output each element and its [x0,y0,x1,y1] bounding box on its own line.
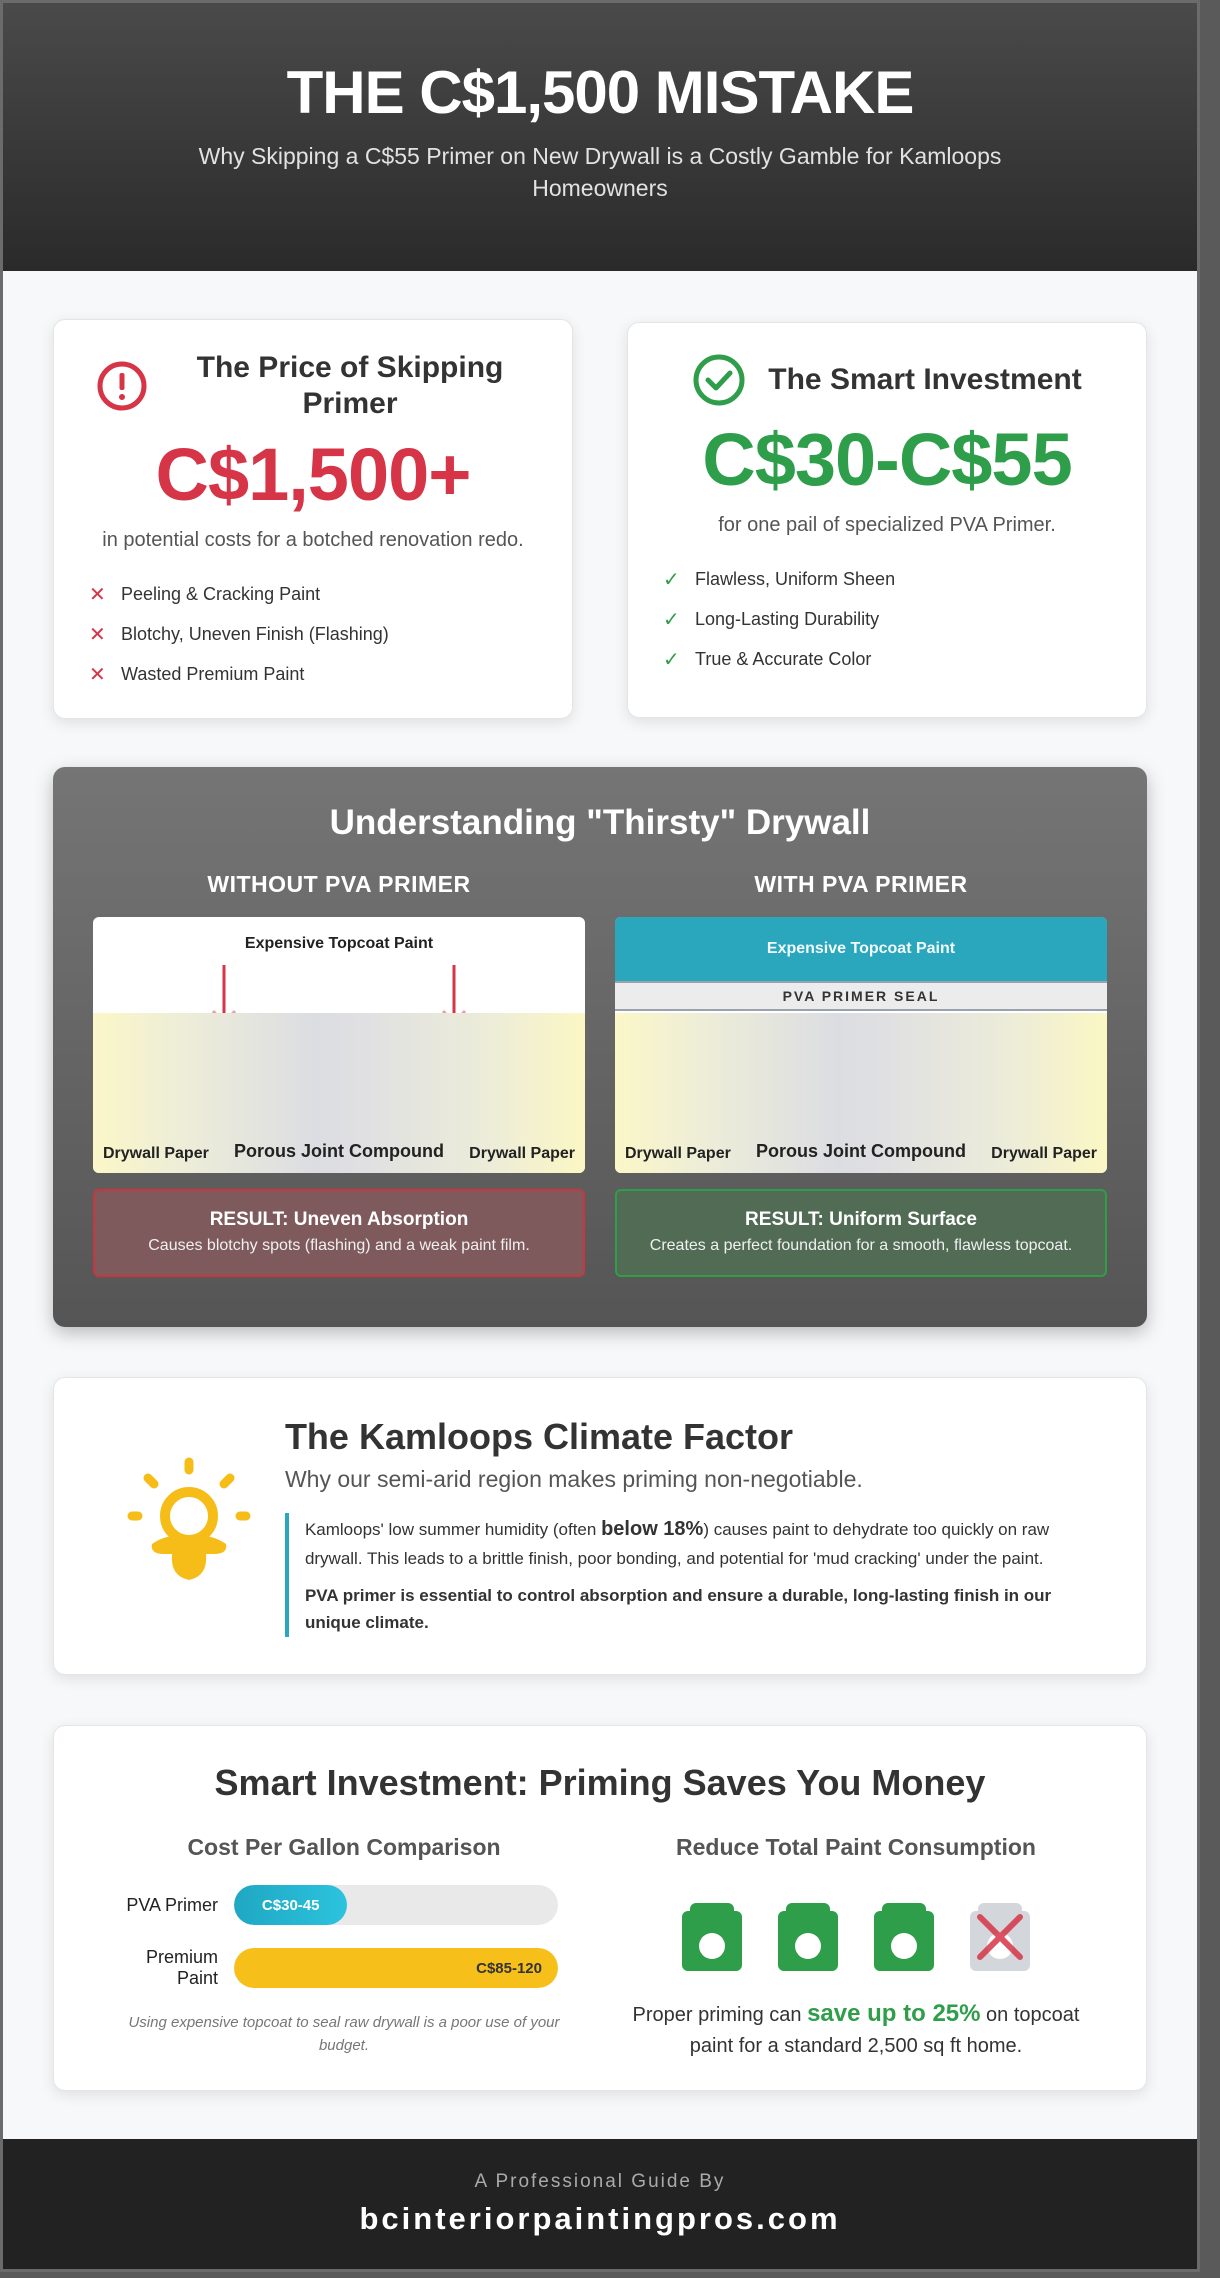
footer [3,2139,1197,2269]
joint-compound-label: Porous Joint Compound [234,1141,444,1161]
savings-columns [54,1834,1146,2061]
without-primer-diagram [93,917,585,1173]
list-item: ✓ Flawless, Uniform Sheen [663,568,896,591]
footer-website-link[interactable]: bcinteriorpaintingpros.com [359,2201,841,2236]
checkmark-icon: ✓ [663,568,680,591]
bar-track [234,1885,558,1925]
paint-can-crossed-icon [970,1903,1030,1971]
savings-title: Smart Investment: Priming Saves You Money [214,1762,986,1803]
consumption-heading: Reduce Total Paint Consumption [676,1834,1036,1860]
bar-label: Premium Paint [145,1947,218,1988]
invest-card-header [663,353,1111,407]
result-title: RESULT: Uniform Surface [745,1209,977,1230]
invest-card-title: The Smart Investment [768,363,1082,396]
topcoat-layer: Expensive Topcoat Paint [615,917,1107,981]
list-item: ✕ Wasted Premium Paint [89,663,305,686]
bar-fill-pva: C$30-45 [234,1885,347,1925]
climate-text [285,1416,1106,1674]
check-circle-icon [692,353,746,407]
primer-seal-layer: PVA PRIMER SEAL [615,981,1107,1011]
smart-investment-card [627,322,1147,718]
bar-row-pva [104,1885,584,1925]
primer-comparison [93,871,1107,1277]
skip-description: in potential costs for a botched renovation redo. [102,529,524,551]
drywall-paper-label: Drywall Paper [103,1145,209,1162]
paint-can-icon [682,1903,742,1971]
list-item: ✕ Peeling & Cracking Paint [89,583,321,606]
climate-paragraph: Kamloops' low summer humidity (often below 18%) causes paint to dehydrate too quickly on raw drywall. This leads to a brittle finish, poor bonding, and potential for 'mud cracking' under the paint. [304,1518,1050,1568]
invest-description: for one pail of specialized PVA Primer. [718,514,1056,536]
warning-icon [96,360,148,412]
skip-card-title: The Price of Skipping Primer [196,351,504,420]
sun-icon-wrap [94,1416,285,1674]
sun-heat-icon [124,1456,254,1596]
invest-price: C$30-C$55 [702,418,1072,501]
skip-consequence-list [89,574,537,694]
cost-comparison-heading: Cost Per Gallon Comparison [187,1834,501,1860]
climate-quote [285,1513,1106,1637]
x-icon: ✕ [89,583,106,606]
uniform-result-box [615,1189,1107,1277]
without-primer-heading: WITHOUT PVA PRIMER [207,871,471,897]
hero-header [3,3,1197,271]
climate-emphasis: PVA primer is essential to control absorption and ensure a durable, long-lasting finish in our unique climate. [304,1586,1052,1633]
skip-primer-card [53,319,573,719]
skip-price: C$1,500+ [155,433,471,516]
hero-title: THE C$1,500 MISTAKE [286,59,914,126]
list-item: ✕ Blotchy, Uneven Finish (Flashing) [89,623,389,646]
bar-fill-premium: C$85-120 [234,1948,558,1988]
main-content [3,271,1197,2091]
humidity-highlight: below 18% [601,1518,704,1540]
bar-track [234,1948,558,1988]
joint-compound-label: Porous Joint Compound [756,1141,966,1161]
bar-row-premium [104,1947,584,1989]
climate-tagline: Why our semi-arid region makes priming non-negotiable. [284,1466,863,1492]
checkmark-icon: ✓ [663,648,680,671]
drywall-paper-label: Drywall Paper [469,1145,575,1162]
drywall-surface [615,1013,1107,1173]
with-primer-diagram [615,917,1107,1173]
result-title: RESULT: Uneven Absorption [209,1209,469,1230]
topcoat-layer: Expensive Topcoat Paint [93,917,585,1013]
without-primer-column [93,871,585,1277]
thirsty-drywall-panel [53,767,1147,1327]
result-text: Creates a perfect foundation for a smooth, flawless topcoat. [649,1237,1073,1254]
climate-title: The Kamloops Climate Factor [284,1416,794,1457]
cost-comparison-column [104,1834,584,2061]
with-primer-column [615,871,1107,1277]
checkmark-icon: ✓ [663,608,680,631]
paint-can-icon [778,1903,838,1971]
uneven-result-box [93,1189,585,1277]
drywall-paper-label: Drywall Paper [991,1145,1097,1162]
paint-cans [616,1903,1096,1971]
bar-label: PVA Primer [126,1894,218,1915]
consumption-column [616,1834,1096,2061]
savings-statement: Proper priming can save up to 25% on topcoat paint for a standard 2,500 sq ft home. [632,2000,1080,2057]
paint-can-icon [874,1903,934,1971]
footer-byline: A Professional Guide By [474,2171,726,2192]
invest-benefit-list [663,559,1111,679]
list-item: ✓ Long-Lasting Durability [663,608,880,631]
cost-note: Using expensive topcoat to seal raw drywall is a poor use of your budget. [128,2014,560,2055]
list-item: ✓ True & Accurate Color [663,648,872,671]
savings-card [53,1725,1147,2091]
hero-subtitle: Why Skipping a C$55 Primer on New Drywall is a Costly Gamble for Kamloops Homeowners [198,143,1002,202]
climate-factor-card [53,1377,1147,1675]
cost-cards [53,319,1147,719]
x-icon: ✕ [89,623,106,646]
drywall-title: Understanding "Thirsty" Drywall [329,803,871,842]
x-icon: ✕ [89,663,106,686]
savings-highlight: save up to 25% [807,2000,981,2027]
drywall-surface [93,1013,585,1173]
result-text: Causes blotchy spots (flashing) and a weak paint film. [148,1237,530,1254]
drywall-paper-label: Drywall Paper [625,1145,731,1162]
with-primer-heading: WITH PVA PRIMER [754,871,968,897]
skip-card-header [89,350,537,422]
